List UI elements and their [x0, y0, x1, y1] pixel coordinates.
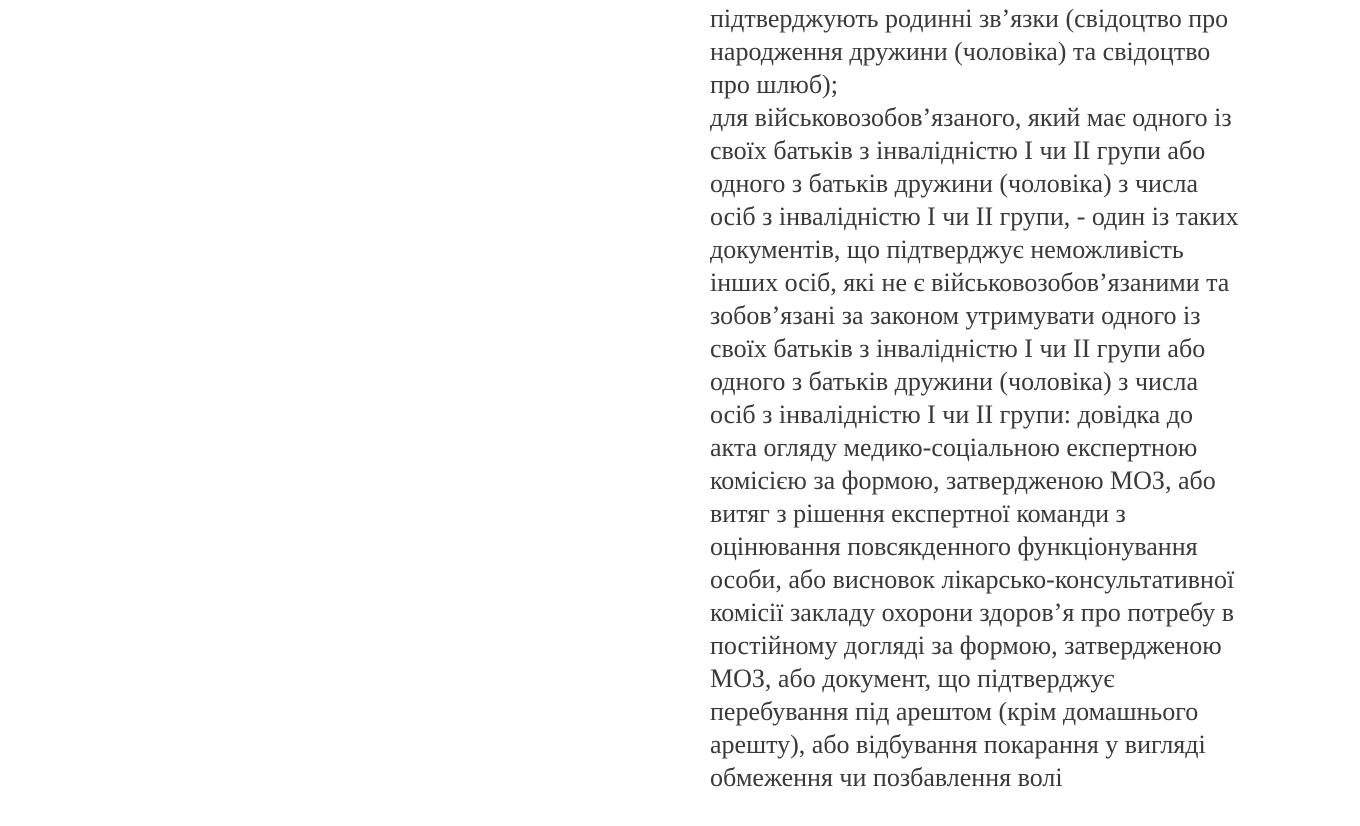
text-line: особи, або висновок лікарсько-консультативної	[710, 565, 1235, 594]
document-text-column	[710, 0, 1350, 794]
text-line: про шлюб);	[710, 70, 838, 99]
text-line: зобов’язані за законом утримувати одного із	[710, 301, 1201, 330]
text-line: одного з батьків дружини (чоловіка) з числа	[710, 169, 1198, 198]
text-line: постійному догляді за формою, затвердженою	[710, 631, 1222, 660]
text-line: акта огляду медико-соціальною експертною	[710, 433, 1198, 462]
text-line: своїх батьків з інвалідністю I чи II групи або	[710, 334, 1206, 363]
text-line: комісії закладу охорони здоров’я про потребу в	[710, 598, 1234, 627]
text-line: підтверджують родинні зв’язки (свідоцтво про	[710, 4, 1229, 33]
text-line: арешту), або відбування покарання у вигляді	[710, 730, 1206, 759]
text-line: для військовозобов’язаного, який має одного із	[710, 103, 1232, 132]
text-line: своїх батьків з інвалідністю I чи II групи або	[710, 136, 1206, 165]
text-line: обмеження чи позбавлення волі	[710, 763, 1063, 792]
text-line: одного з батьків дружини (чоловіка) з числа	[710, 367, 1198, 396]
text-line: комісією за формою, затвердженою МОЗ, або	[710, 466, 1216, 495]
text-line: витяг з рішення експертної команди з	[710, 499, 1126, 528]
text-line: документів, що підтверджує неможливість	[710, 235, 1184, 264]
text-line: інших осіб, які не є військовозобов’язаними та	[710, 268, 1230, 297]
text-line: народження дружини (чоловіка) та свідоцтво	[710, 37, 1211, 66]
text-line: оцінювання повсякденного функціонування	[710, 532, 1198, 561]
text-line: осіб з інвалідністю I чи II групи, - один із таких	[710, 202, 1239, 231]
text-line: МОЗ, або документ, що підтверджує	[710, 664, 1115, 693]
text-line: перебування під арештом (крім домашнього	[710, 697, 1199, 726]
text-line: осіб з інвалідністю I чи II групи: довідка до	[710, 400, 1193, 429]
